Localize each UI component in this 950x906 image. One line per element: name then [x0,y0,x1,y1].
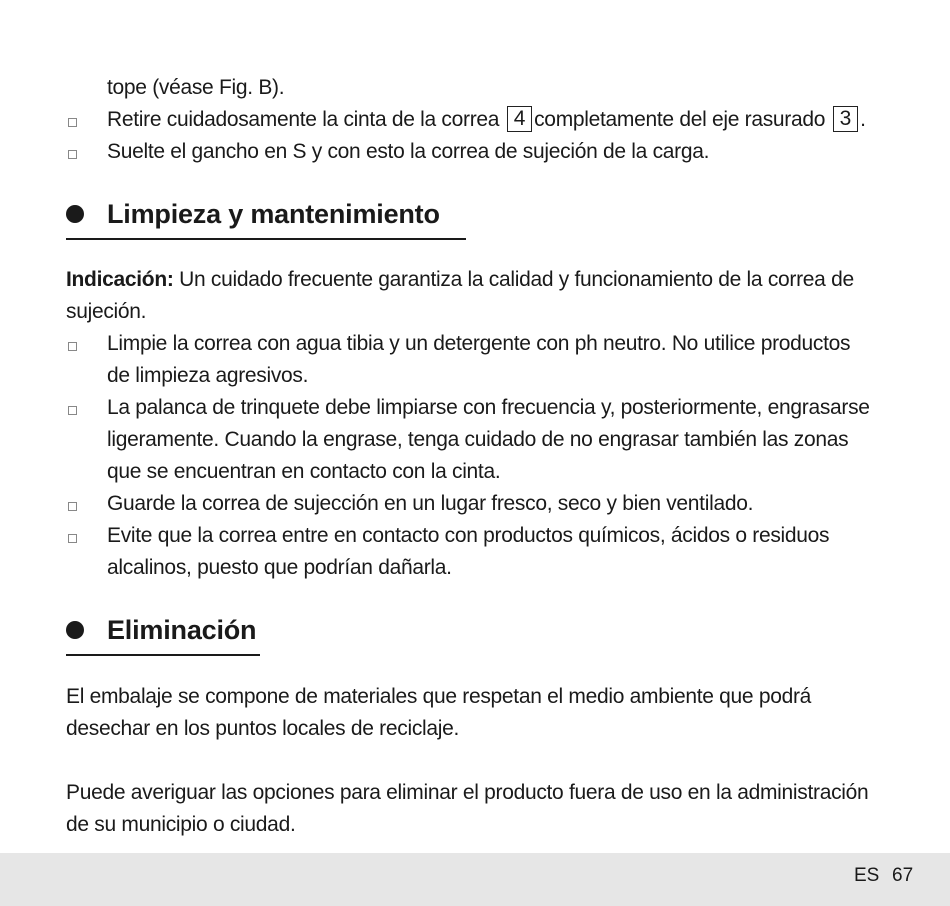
part-number-box: 3 [833,106,858,132]
list-item: alcalinos, puesto que podrían dañarla. [107,556,452,579]
bullet-square-icon [68,406,77,415]
page-number: 67 [892,865,914,886]
note-paragraph [66,264,854,296]
language-code: ES [854,865,880,886]
list-item: Evite que la correa entre en contacto con productos químicos, ácidos o residuos [107,524,830,547]
bullet-square-icon [68,342,77,351]
continued-text: tope (véase Fig. B). [107,76,285,99]
list-item: Suelte el gancho en S y con esto la correa de sujeción de la carga. [107,140,710,163]
bullet-square-icon [68,534,77,543]
bullet-square-icon [68,502,77,511]
section-heading-text: Eliminación [107,615,257,645]
list-item: La palanca de trinquete debe limpiarse con frecuencia y, posteriormente, engrasarse [107,396,870,419]
note-text: sujeción. [66,300,147,323]
bullet-square-icon [68,150,77,159]
list-item: que se encuentran en contacto con la cinta. [107,460,501,483]
section-heading [66,612,260,656]
paragraph: de su municipio o ciudad. [66,813,296,836]
list-item-text: Retire cuidadosamente la cinta de la correa [107,108,500,131]
page-footer [0,853,950,906]
list-item: de limpieza agresivos. [107,364,309,387]
note-label: Indicación: [66,268,174,291]
part-number-box: 4 [507,106,532,132]
section-heading-text: Limpieza y mantenimiento [107,199,440,229]
list-item: Limpie la correa con agua tibia y un detergente con ph neutro. No utilice productos [107,332,851,355]
heading-bullet-icon [66,205,84,223]
list-item-text: completamente del eje rasurado [534,108,826,131]
list-item: Guarde la correa de sujección en un lugar fresco, seco y bien ventilado. [107,492,754,515]
list-item: ligeramente. Cuando la engrase, tenga cuidado de no engrasar también las zonas [107,428,849,451]
section-heading [66,196,466,240]
list-item [107,104,866,136]
heading-bullet-icon [66,621,84,639]
list-item-text: . [860,108,866,131]
note-text: Un cuidado frecuente garantiza la calidad y funcionamiento de la correa de [179,268,854,291]
paragraph: Puede averiguar las opciones para eliminar el producto fuera de uso en la administración [66,781,869,804]
paragraph: desechar en los puntos locales de reciclaje. [66,717,460,740]
paragraph: El embalaje se compone de materiales que respetan el medio ambiente que podrá [66,685,812,708]
bullet-square-icon [68,118,77,127]
